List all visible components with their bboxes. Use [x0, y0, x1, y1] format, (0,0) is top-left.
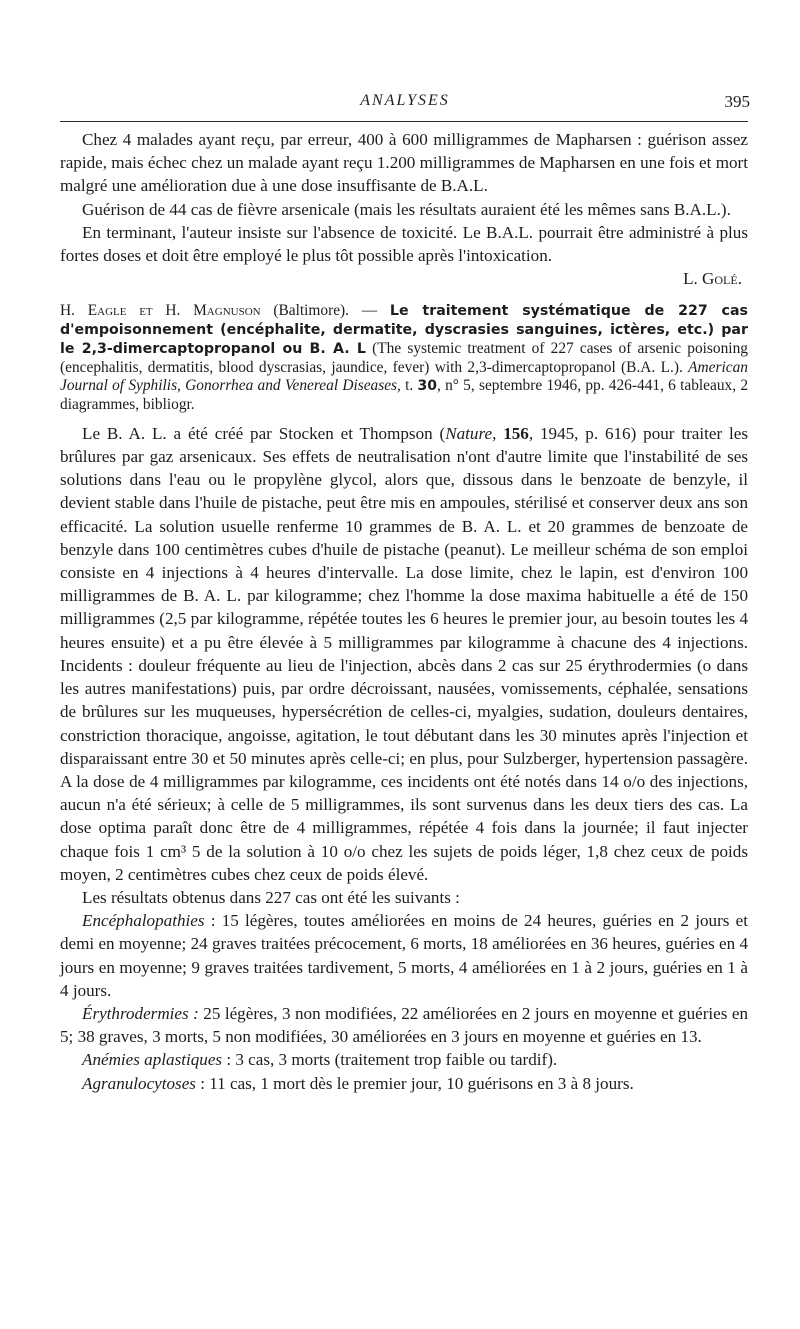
paragraph-encephalopathies	[60, 909, 748, 1002]
nature-journal: Nature,	[445, 423, 497, 443]
nature-volume: 156	[503, 423, 529, 443]
erythrodermies-label: Érythrodermies :	[82, 1003, 199, 1023]
reference-volume: 30	[417, 378, 438, 395]
agranulocytoses-label: Agranulocytoses	[82, 1073, 196, 1093]
reference-location: (Baltimore). —	[273, 302, 378, 320]
reference-title-en: (The systemic treatment of 227 cases of arsenic poisoning (encephalitis, dermatitis, blood dyscrasias, jaundice, fever) with 2,3-dimercaptopropanol (B.A. L.).	[60, 340, 748, 377]
reference-title-fr: Le traitement systématique de 227 cas d'empoisonnement (encéphalite, dermatite, dyscrasies sanguines, ictères, etc.) par le 2,3-dimercaptopropanol ou B. A. L	[60, 303, 748, 358]
page-number: 395	[724, 92, 750, 111]
reference-journal: American Journal of Syphilis, Gonorrhea and Venereal Diseases,	[60, 359, 748, 395]
anemies-label: Anémies aplastiques	[82, 1050, 223, 1070]
running-title: ANALYSES	[360, 92, 450, 109]
bal-text-start: Le B. A. L. a été créé par Stocken et Thompson (	[82, 423, 446, 443]
paragraph-mapharsen: Chez 4 malades ayant reçu, par erreur, 400 à 600 milligrammes de Mapharsen : guérison assez rapide, mais échec chez un malade ayant reçu 1.200 milligrammes de Mapharsen en une fois et mort malgré une amélioration due à une dose insuffisante de B.A.L.	[60, 130, 748, 196]
reference-authors: H. Eagle et H. Magnuson	[60, 302, 261, 320]
reference-volume-prefix: t.	[405, 377, 414, 395]
paragraph-fievre-arsenicale: Guérison de 44 cas de fièvre arsenicale (mais les résultats auraient été les mêmes sans B.A.L.).	[82, 199, 731, 219]
running-header	[60, 92, 750, 116]
paragraph-bal-description	[60, 422, 748, 886]
paragraph-erythrodermies	[60, 1002, 748, 1048]
anemies-text: : 3 cas, 3 morts (traitement trop faible ou tardif).	[222, 1050, 558, 1070]
bibliographic-reference	[60, 302, 748, 413]
encephalopathies-label: Encéphalopathies	[82, 911, 205, 931]
paragraph-conclusion: En terminant, l'auteur insiste sur l'absence de toxicité. Le B.A.L. pourrait être administré à plus fortes doses et doit être employé le plus tôt possible après l'intoxication.	[60, 222, 748, 266]
reference-details: , n° 5, septembre 1946, pp. 426-441, 6 tableaux, 2 diagrammes, bibliogr.	[60, 377, 749, 413]
paragraph-results-intro: Les résultats obtenus dans 227 cas ont été les suivants :	[82, 887, 460, 907]
bal-text-rest: , 1945, p. 616) pour traiter les brûlures par gaz arsenicaux. Ses effets de neutralisation n'ont d'autre limite que l'instabilité de ses solutions dans l'eau ou le propylène glycol, alors que, dissous dans le benzoate de benzyle, il devient stable dans l'huile de pistache, peut être mis en ampoules, stérilisé et conserver deux ans son efficacité. La solution usuelle renferme 10 grammes de B. A. L. et 20 grammes de benzoate de benzyle dans 100 centimètres cubes d'huile de pistache (peanut). Le meilleur schéma de son emploi consiste en 4 injections à 4 heures d'intervalle. La dose limite, chez le lapin, est d'environ 100 milligrammes de B. A. L. par kilogramme; chez l'homme la dose maxima habituelle a été de 150 milligrammes (2,5 par kilogramme, répétée toutes les 6 heures le premier jour, au besoin toutes les 4 heures ensuite) et a pu être élevée à 5 milligrammes par kilogramme à chacune des 4 injections. Incidents : douleur fréquente au lieu de l'injection, abcès dans 2 cas sur 25 érythrodermies (o dans les autres manifestations) puis, par ordre décroissant, nausées, vomissements, céphalée, sensations de brûlures sur les muqueuses, hypersécrétion de celles-ci, myalgies, sudation, douleurs dentaires, constriction thoracique, angoisse, agitation, le tout débutant dans les 30 minutes après l'injection et disparaissant entre 30 et 50 minutes après celle-ci; en plus, pour Sulzberger, hypertension passagère. A la dose de 4 milligrammes par kilogramme, ces incidents ont été notés dans 14 o/o des injections, aucun n'a été sérieux; à celle de 5 milligrammes, ils sont survenus dans les deux tiers des cas. La dose optima paraît donc être de 4 milligrammes, répétée 4 fois dans la journée; il faut injecter chaque fois 1 cm³ 5 de la solution à 10 o/o chez les sujets de poids léger, 1,8 chez ceux de poids moyen, 2 centimètres cubes chez ceux de poids élevé.	[60, 423, 748, 884]
agranulocytoses-text: : 11 cas, 1 mort dès le premier jour, 10 guérisons en 3 à 8 jours.	[195, 1073, 634, 1093]
paragraph-agranulocytoses	[60, 1072, 748, 1095]
reviewer-signature: L. Golé.	[683, 269, 742, 289]
header-rule	[60, 121, 748, 122]
page-content	[60, 128, 748, 1095]
erythrodermies-text: 25 légères, 3 non modifiées, 22 améliorées en 2 jours en moyenne et guéries en 5; 38 graves, 3 morts, 5 non modifiées, 30 améliorées en 3 jours en moyenne et guéries en 13.	[60, 1003, 748, 1047]
paragraph-anemies	[60, 1048, 748, 1071]
encephalopathies-text: : 15 légères, toutes améliorées en moins de 24 heures, guéries en 2 jours et demi en moyenne; 24 graves traitées précocement, 6 morts, 18 améliorées en 36 heures, guéries en 4 jours en moyenne; 9 graves traitées tardivement, 5 morts, 4 améliorées en 1 à 2 jours, guéries en 1 à 4 jours.	[60, 911, 748, 1000]
